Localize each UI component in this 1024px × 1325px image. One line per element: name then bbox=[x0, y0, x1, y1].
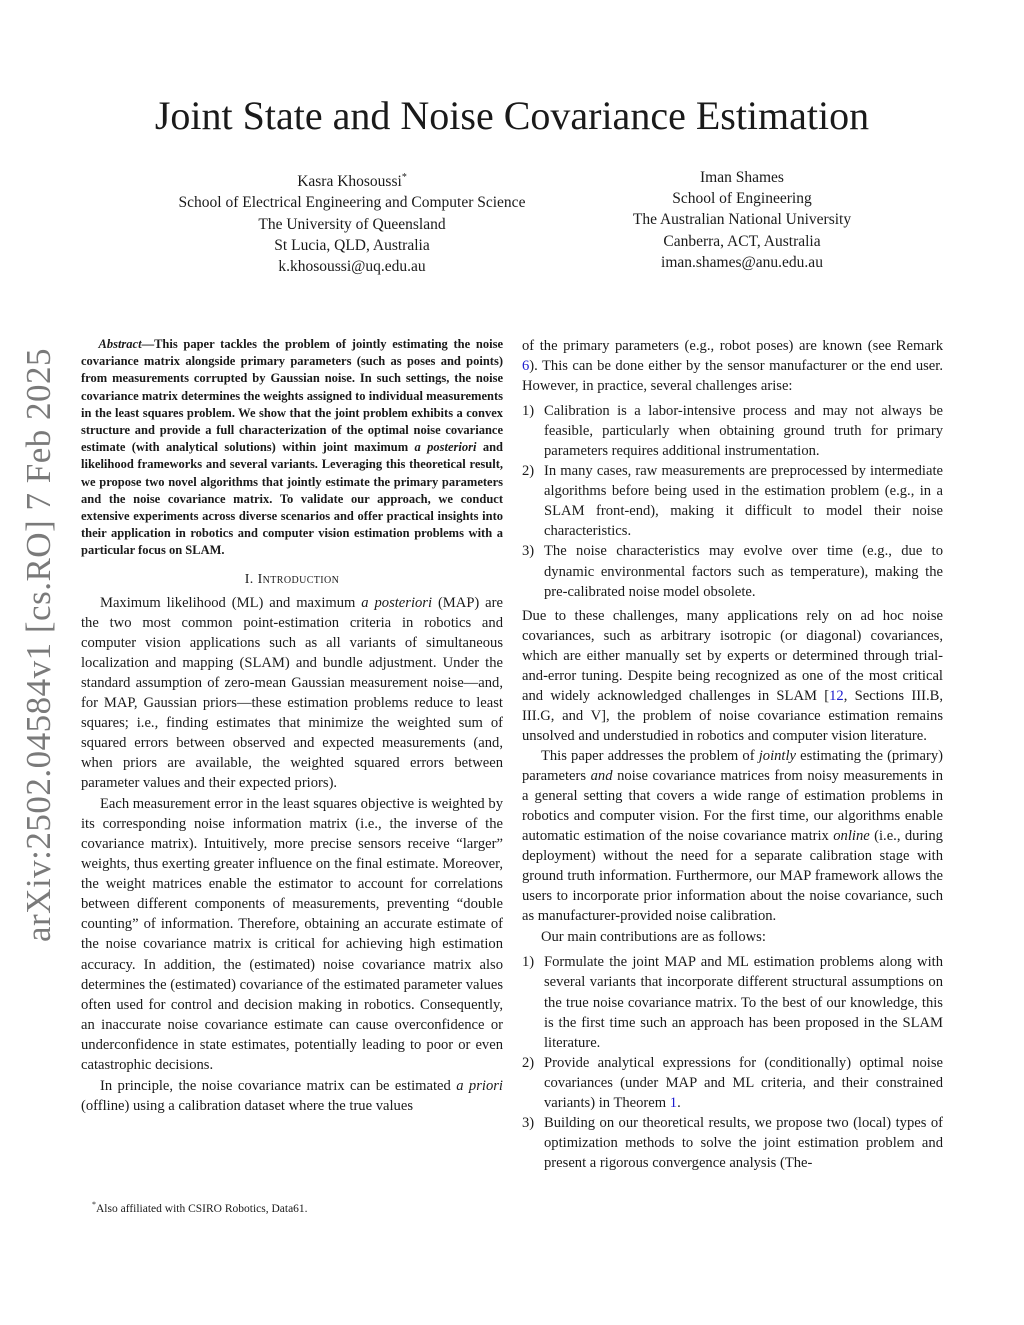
right-paragraph-0: of the primary parameters (e.g., robot poses) are known (see Remark 6). This can be done either by the sensor manufacturer or the end user. However, in practice, several challenges arise: bbox=[522, 338, 943, 395]
list-item: 3) Building on our theoretical results, we propose two (local) types of optimization methods to solve the joint estimation problem and present a rigorous convergence analysis (The- bbox=[522, 1114, 943, 1171]
intro-paragraph-3: In principle, the noise covariance matrix can be estimated a priori (offline) using a calibration dataset where the true values bbox=[81, 1077, 503, 1114]
list-item: 2) Provide analytical expressions for (conditionally) optimal noise covariances (under MAP and ML criteria, and their constrained variants) in Theorem 1. bbox=[522, 1054, 943, 1111]
author-institution: The University of Queensland bbox=[258, 215, 446, 233]
list-item: 2) In many cases, raw measurements are preprocessed by intermediate algorithms before being used in the estimation problem (e.g., in a SLAM front-end), making it difficult to model their noise characteristics. bbox=[522, 463, 943, 540]
author-email: iman.shames@anu.edu.au bbox=[661, 253, 823, 271]
intro-paragraph-1: Maximum likelihood (ML) and maximum a posteriori (MAP) are the two most common point-estimation criteria in robotics and computer vision applications such as all variants of simultaneous localization and mapping (SLAM) and bundle adjustment. Under the standard assumption of zero-mean Gaussian measurement noise—and, for MAP, Gaussian priors—these estimation problems reduce to least squares; i.e., finding estimates that minimize the weighted sum of squared errors between observed and expected measurements (and, when priors are available, the weighted squared errors between parameter values and their expected priors). bbox=[81, 594, 503, 792]
footnote: *Also affiliated with CSIRO Robotics, Data61. bbox=[92, 1200, 308, 1215]
list-item: 1) Calibration is a labor-intensive process and may not always be feasible, particularly when obtaining ground truth for primary parameters requires additional instrumentation. bbox=[522, 403, 943, 460]
right-paragraph-2: This paper addresses the problem of jointly estimating the (primary) parameters and noise covariance matrices from noisy measurements in a general setting that covers a wide range of estimation problems in robotics and computer vision. For the first time, our algorithms enable automatic estimation of the noise covariance matrix online (i.e., during deployment) without the need for a separate calibration stage with ground truth information. Furthermore, our MAP framework allows the users to incorporate prior information about the noise covariance, such as manufacturer-provided noise calibration. bbox=[522, 747, 943, 925]
section-heading-introduction: I. Introduction bbox=[244, 571, 340, 587]
left-column bbox=[81, 336, 503, 1116]
arxiv-id-text: arXiv:2502.04584v1 [cs.RO] 7 Feb 2025 bbox=[19, 347, 59, 943]
author-affiliation: School of Electrical Engineering and Computer Science bbox=[178, 194, 526, 212]
challenges-list bbox=[522, 401, 943, 601]
author-footnote-mark: * bbox=[401, 172, 407, 183]
author-name: Iman Shames bbox=[700, 169, 784, 186]
arxiv-side-stamp bbox=[14, 347, 64, 943]
author-institution: The Australian National University bbox=[632, 211, 852, 229]
theorem-reference-link[interactable]: 1 bbox=[669, 1094, 678, 1111]
author-name: Kasra Khosoussi* bbox=[297, 172, 407, 191]
citation-link[interactable]: 12 bbox=[829, 687, 844, 704]
author-email: k.khosoussi@uq.edu.au bbox=[278, 257, 426, 275]
author-block-2 bbox=[600, 167, 884, 273]
list-item: 1) Formulate the joint MAP and ML estimation problems along with several variants that incorporate different structural assumptions on the true noise covariance matrix. To the best of our knowledge, this is the first time such an approach has been proposed in the SLAM literature. bbox=[522, 954, 943, 1051]
author-location: St Lucia, QLD, Australia bbox=[274, 236, 430, 254]
remark-reference-link[interactable]: 6 bbox=[522, 358, 530, 375]
contributions-list bbox=[522, 952, 943, 1173]
author-affiliation: School of Engineering bbox=[672, 190, 812, 208]
intro-paragraph-2: Each measurement error in the least squares objective is weighted by its corresponding noise information matrix (i.e., the inverse of the covariance matrix). Intuitively, more precise sensors receive “larger” weights, thus exerting greater influence on the final estimate. Moreover, the weight matrices enable the estimator to account for correlations between different components of measurements, preventing “double counting” of information. Therefore, obtaining an accurate estimate of the noise covariance matrix is critical for achieving high estimation accuracy. In addition, the (estimated) noise covariance matrix also determines the (estimated) covariance of the estimated parameter values often used for control and decision making in robotics. Consequently, an inaccurate noise covariance estimate can cause overconfidence or underconfidence in state estimates, potentially leading to poor or even catastrophic decisions. bbox=[81, 796, 503, 1073]
abstract: Abstract—This paper tackles the problem of jointly estimating the noise covariance matrix alongside primary parameters (such as poses and points) from measurements corrupted by Gaussian noise. In such settings, the noise covariance matrix determines the weights assigned to individual measurements in the least squares problem. We show that the joint problem exhibits a convex structure and provide a full characterization of the optimal noise covariance estimate (with analytical solutions) within joint maximum a posteriori and likelihood frameworks and several variants. Leveraging this theoretical result, we propose two novel algorithms that jointly estimate the primary parameters and the noise covariance matrix. To validate our approach, we conduct extensive experiments across diverse scenarios and offer practical insights into their application in robotics and computer vision estimation problems with a particular focus on SLAM. bbox=[81, 337, 503, 558]
right-column bbox=[522, 336, 943, 1177]
list-item: 3) The noise characteristics may evolve over time (e.g., due to dynamic environmental factors such as temperature), making the pre-calibrated noise model obsolete. bbox=[522, 543, 943, 600]
right-paragraph-1: Due to these challenges, many applications rely on ad hoc noise covariances, such as arbitrary isotropic (or diagonal) covariances, which are either manually set by experts or determined through trial-and-error tuning. Despite being recognized as one of the most critical and widely acknowledged challenges in SLAM [12, Sections III.B, III.G, and V], the problem of noise covariance estimation remains unsolved and understudied in robotics and computer vision literature. bbox=[522, 607, 943, 744]
author-location: Canberra, ACT, Australia bbox=[663, 232, 821, 250]
right-paragraph-3: Our main contributions are as follows: bbox=[540, 929, 766, 946]
author-block-1 bbox=[140, 167, 564, 277]
paper-title: Joint State and Noise Covariance Estimation bbox=[154, 93, 870, 138]
